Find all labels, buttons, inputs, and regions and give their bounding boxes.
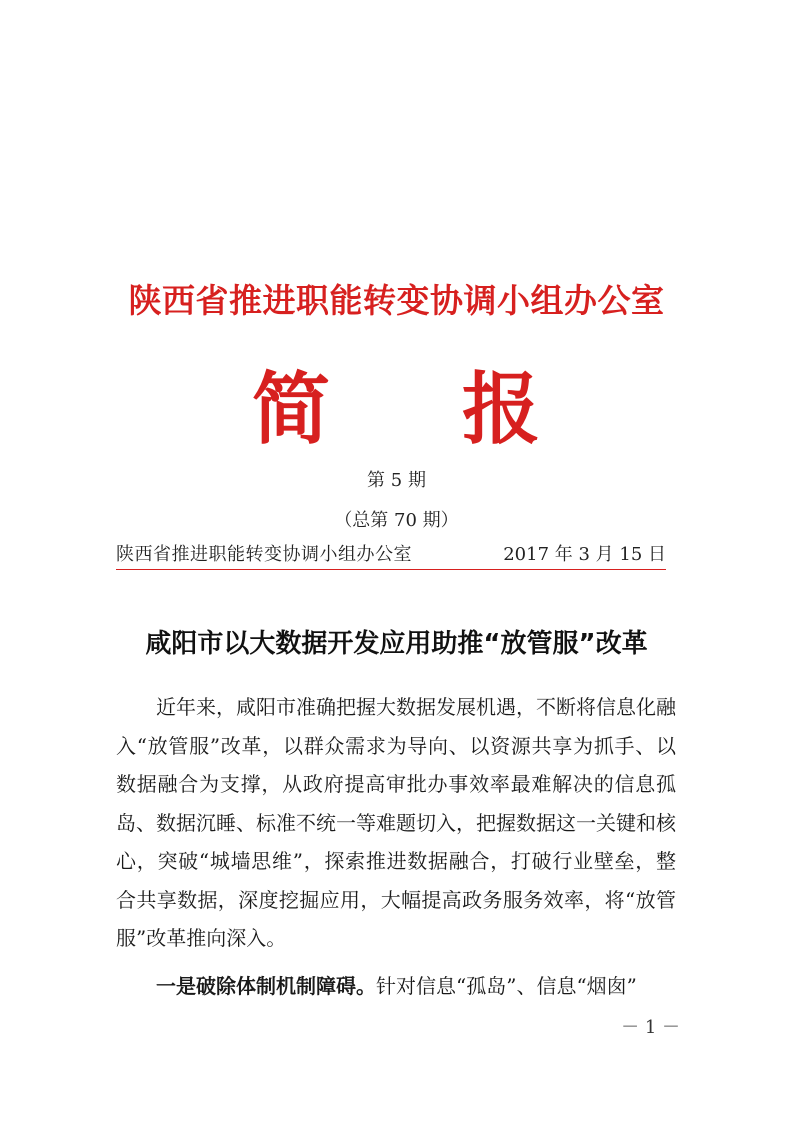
article-title: 咸阳市以大数据开发应用助推“放管服”改革 (145, 629, 648, 659)
paragraph-2-text: 针对信息“孤岛”、信息“烟囱” (376, 974, 637, 998)
article-paragraph-1: 近年来，咸阳市准确把握大数据发展机遇，不断将信息化融入“放管服”改革，以群众需求为导向、以资源共享为抓手、以数据融合为支撑，从政府提高审批办事效率最难解决的信息孤岛、数据沉睡、标准不统一等难题切入，把握数据这一关键和核心，突破“城墙思维”，探索推进数据融合，打破行业壁垒，整合共享数据，深度挖掘应用，大幅提高政务服务效率，将“放管服”改革推向深入。 (116, 695, 676, 950)
red-divider (116, 569, 666, 570)
paragraph-2-lead: 一是破除体制机制障碍。 (156, 974, 376, 998)
masthead-title-char-1: 简 (252, 365, 331, 455)
masthead-title (0, 365, 793, 455)
issue-total: （总第 70 期） (334, 510, 459, 531)
page-number: － 1 － (621, 1017, 680, 1038)
masthead-organization: 陕西省推进职能转变协调小组办公室 (128, 281, 665, 320)
issue-number: 第 5 期 (367, 470, 426, 491)
masthead-title-char-2: 报 (462, 365, 541, 455)
article-paragraph-2 (116, 967, 676, 1006)
issuer-name: 陕西省推进职能转变协调小组办公室 (116, 544, 412, 565)
issue-date: 2017 年 3 月 15 日 (503, 544, 666, 565)
issuer-row (116, 542, 666, 568)
